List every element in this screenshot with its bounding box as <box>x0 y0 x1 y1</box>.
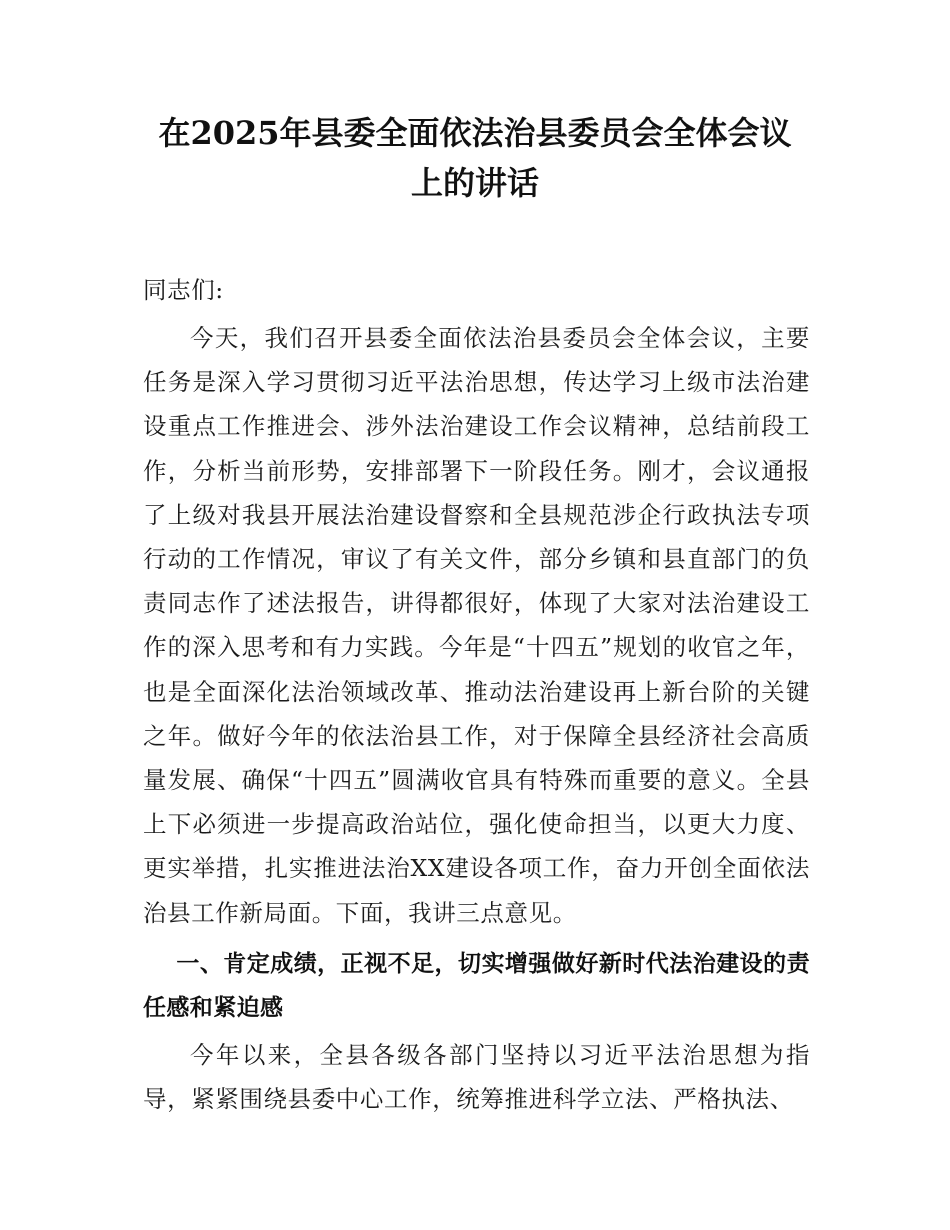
section-heading-1: 一、肯定成绩，正视不足，切实增强做好新时代法治建设的责任感和紧迫感 <box>143 951 810 1021</box>
opening-paragraph: 今天，我们召开县委全面依法治县委员会全体会议，主要任务是深入学习贯彻习近平法治思想，传达学习上级市法治建设重点工作推进会、涉外法治建设工作会议精神，总结前段工作，分析当前形势，安排部署下一阶段任务。刚才，会议通报了上级对我县开展法治建设督察和全县规范涉企行政执法专项行动的工作情况，审议了有关文件，部分乡镇和县直部门的负责同志作了述法报告，讲得都很好，体现了大家对法治建设工作的深入思考和有力实践。今年是“十四五”规划的收官之年，也是全面深化法治领域改革、推动法治建设再上新台阶的关键之年。做好今年的依法治县工作，对于保障全县经济社会高质量发展、确保“十四五”圆满收官具有特殊而重要的意义。全县上下必须进一步提高政治站位，强化使命担当，以更大力度、更实举措，扎实推进法治XX建设各项工作，奋力开创全面依法治县工作新局面。下面，我讲三点意见。 <box>143 324 810 927</box>
salutation: 同志们: <box>143 276 224 304</box>
title-line-2: 上的讲话 <box>410 164 539 202</box>
title-line-1: 在2025年县委全面依法治县委员会全体会议 <box>158 114 792 152</box>
document-title <box>120 108 830 208</box>
section-1-paragraph: 今年以来，全县各级各部门坚持以习近平法治思想为指导，紧紧围绕县委中心工作，统筹推进科学立法、严格执法、 <box>143 1041 810 1114</box>
